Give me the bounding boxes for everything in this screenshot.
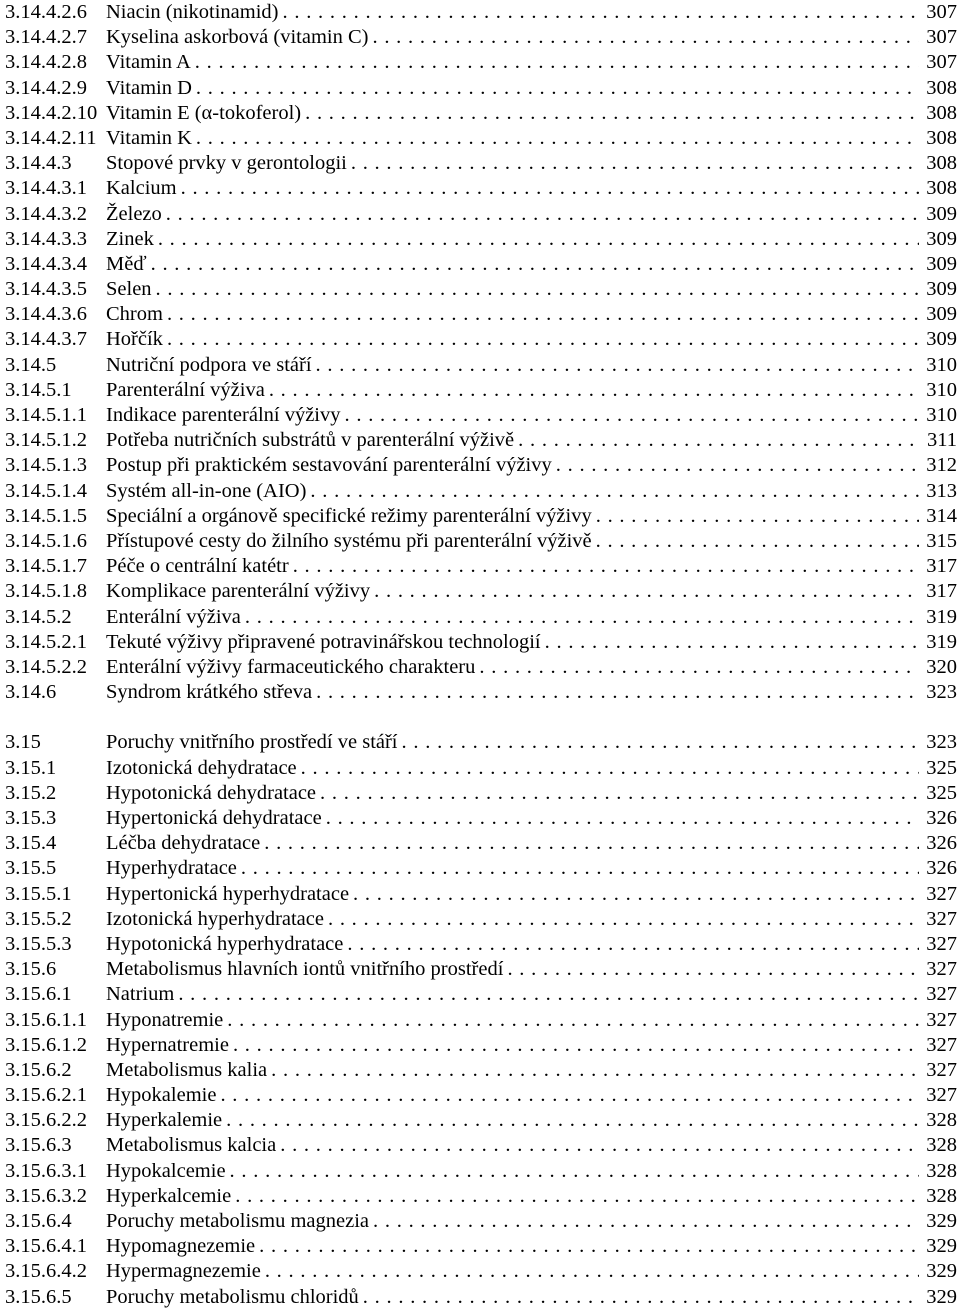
dot-leader xyxy=(196,76,919,101)
section-number: 3.14.5.1.3 xyxy=(5,454,87,477)
section-number: 3.14.4.2.11 xyxy=(5,126,97,149)
section-number: 3.15.5 xyxy=(5,857,57,880)
toc-entry[interactable] xyxy=(5,50,957,75)
section-number: 3.14.5.1.7 xyxy=(5,555,87,578)
section-number: 3.14.5.1.6 xyxy=(5,529,87,552)
section-number: 3.14.6 xyxy=(5,681,57,704)
toc-entry[interactable] xyxy=(5,806,957,831)
page-number: 315 xyxy=(926,529,957,552)
page-number: 325 xyxy=(926,756,957,779)
page-number: 327 xyxy=(926,958,957,981)
dot-leader xyxy=(181,176,919,201)
toc-entry[interactable] xyxy=(5,1058,957,1083)
dot-leader xyxy=(227,1008,919,1033)
section-title: Syndrom krátkého střeva xyxy=(106,681,313,704)
section-title: Metabolismus hlavních iontů vnitřního prostředí xyxy=(106,958,504,981)
toc-entry[interactable] xyxy=(5,202,957,227)
page-number: 308 xyxy=(926,126,957,149)
toc-entry[interactable] xyxy=(5,856,957,881)
dot-leader xyxy=(264,831,919,856)
toc-entry[interactable] xyxy=(5,76,957,101)
section-title: Hypernatremie xyxy=(106,1033,229,1056)
toc-entry[interactable] xyxy=(5,655,957,680)
page-number: 325 xyxy=(926,781,957,804)
section-title: Hypertonická dehydratace xyxy=(106,807,322,829)
dot-leader xyxy=(195,50,919,75)
page-number: 309 xyxy=(926,303,957,326)
section-title: Metabolismus kalia xyxy=(106,1058,268,1081)
section-number: 3.14.4.3 xyxy=(5,152,72,175)
section-number: 3.14.4.2.10 xyxy=(5,101,98,124)
section-number: 3.15.3 xyxy=(5,807,57,829)
toc-entry[interactable] xyxy=(5,831,957,856)
page-number: 310 xyxy=(926,378,957,401)
toc-entry[interactable] xyxy=(5,529,957,554)
section-number: 3.15.6.4.2 xyxy=(5,1260,87,1283)
page-number: 329 xyxy=(926,1285,957,1308)
section-gap xyxy=(5,705,957,730)
section-number: 3.15 xyxy=(5,731,41,754)
section-number: 3.15.4 xyxy=(5,832,57,855)
page-number: 329 xyxy=(926,1260,957,1283)
section-title: Kyselina askorbová (vitamin C) xyxy=(106,26,369,49)
toc-entry[interactable] xyxy=(5,277,957,302)
toc-entry[interactable] xyxy=(5,126,957,151)
dot-leader xyxy=(233,1033,919,1058)
dot-leader xyxy=(596,504,919,529)
section-number: 3.14.5.2.2 xyxy=(5,655,87,678)
dot-leader xyxy=(271,1058,919,1083)
page-number: 309 xyxy=(926,328,957,351)
section-number: 3.15.6.1 xyxy=(5,983,72,1006)
dot-leader xyxy=(178,982,919,1007)
dot-leader xyxy=(507,957,919,982)
page-number: 323 xyxy=(926,681,957,704)
section-title: Hyponatremie xyxy=(106,1008,224,1031)
section-title: Postup při praktickém sestavování parenterální výživy xyxy=(106,454,552,477)
section-number: 3.15.6.3 xyxy=(5,1134,72,1157)
section-number: 3.15.6.3.1 xyxy=(5,1159,87,1182)
section-number: 3.15.6.1.2 xyxy=(5,1033,87,1056)
dot-leader xyxy=(156,277,919,302)
page-number: 317 xyxy=(926,555,957,578)
toc-entry[interactable] xyxy=(5,1209,957,1234)
toc-entry[interactable] xyxy=(5,882,957,907)
section-title: Stopové prvky v gerontologii xyxy=(106,152,347,175)
section-title: Selen xyxy=(106,278,152,301)
section-title: Natrium xyxy=(106,983,175,1006)
dot-leader xyxy=(235,1184,919,1209)
section-title: Potřeba nutričních substrátů v parenterální výživě xyxy=(106,429,515,452)
toc-entry[interactable] xyxy=(5,252,957,277)
toc-entry[interactable] xyxy=(5,327,957,352)
section-title: Tekuté výživy připravené potravinářskou technologií xyxy=(106,630,541,653)
toc-entry[interactable] xyxy=(5,730,957,755)
section-number: 3.15.6.3.2 xyxy=(5,1184,87,1207)
section-title: Léčba dehydratace xyxy=(106,832,261,855)
section-title: Metabolismus kalcia xyxy=(106,1134,277,1157)
toc-entry[interactable] xyxy=(5,302,957,327)
page-number: 326 xyxy=(926,832,957,855)
dot-leader xyxy=(345,403,920,428)
section-title: Parenterální výživa xyxy=(106,378,265,401)
section-title: Systém all-in-one (AIO) xyxy=(106,479,307,502)
page-number: 309 xyxy=(926,227,957,250)
section-number: 3.14.5.1 xyxy=(5,378,72,401)
section-title: Hyperhydratace xyxy=(106,857,237,880)
dot-leader xyxy=(316,680,919,705)
section-title: Zinek xyxy=(106,227,154,250)
dot-leader xyxy=(320,781,919,806)
toc-entry[interactable] xyxy=(5,353,957,378)
page-number: 323 xyxy=(926,731,957,754)
toc-entry[interactable] xyxy=(5,1033,957,1058)
section-number: 3.15.5.1 xyxy=(5,882,72,905)
section-title: Izotonická hyperhydratace xyxy=(106,907,324,930)
page-number: 309 xyxy=(926,202,957,225)
section-title: Nutriční podpora ve stáří xyxy=(106,353,312,376)
section-number: 3.14.4.3.3 xyxy=(5,227,87,250)
section-number: 3.14.4.2.7 xyxy=(5,26,87,49)
dot-leader xyxy=(363,1285,919,1310)
toc-entry[interactable] xyxy=(5,605,957,630)
toc-entry[interactable] xyxy=(5,25,957,50)
section-title: Enterální výživy farmaceutického charakteru xyxy=(106,655,476,678)
dot-leader xyxy=(158,227,919,252)
section-number: 3.14.4.3.5 xyxy=(5,278,87,301)
section-number: 3.15.1 xyxy=(5,756,57,779)
section-title: Enterální výživa xyxy=(106,605,241,628)
dot-leader xyxy=(230,1159,919,1184)
toc-entry[interactable] xyxy=(5,554,957,579)
page-number: 310 xyxy=(926,404,957,426)
section-title: Poruchy vnitřního prostředí ve stáří xyxy=(106,731,398,754)
toc-entry[interactable] xyxy=(5,1184,957,1209)
dot-leader xyxy=(545,630,919,655)
dot-leader xyxy=(151,252,919,277)
dot-leader xyxy=(479,655,919,680)
dot-leader xyxy=(166,202,919,227)
dot-leader xyxy=(226,1108,919,1133)
toc-entry[interactable] xyxy=(5,1234,957,1259)
section-number: 3.14.4.3.7 xyxy=(5,328,87,351)
toc-entry[interactable] xyxy=(5,453,957,478)
section-title: Vitamin A xyxy=(106,51,191,74)
dot-leader xyxy=(167,302,919,327)
section-title: Vitamin E (α-tokoferol) xyxy=(106,101,302,124)
dot-leader xyxy=(241,856,919,881)
page-number: 326 xyxy=(926,807,957,829)
section-title: Přístupové cesty do žilního systému při parenterální výživě xyxy=(106,529,592,552)
section-title: Hypokalcemie xyxy=(106,1159,226,1182)
page-number: 328 xyxy=(926,1134,957,1157)
section-number: 3.14.4.2.9 xyxy=(5,76,87,99)
section-number: 3.14.5.1.8 xyxy=(5,580,87,603)
dot-leader xyxy=(372,25,919,50)
section-title: Měď xyxy=(106,252,147,275)
page-number: 309 xyxy=(926,278,957,301)
section-number: 3.14.4.3.6 xyxy=(5,303,87,326)
dot-leader xyxy=(596,529,919,554)
toc-entry[interactable] xyxy=(5,1008,957,1033)
section-number: 3.15.6.2.1 xyxy=(5,1084,87,1107)
page-number: 329 xyxy=(926,1235,957,1258)
toc-entry[interactable] xyxy=(5,479,957,504)
dot-leader xyxy=(259,1234,919,1259)
dot-leader xyxy=(265,1259,919,1284)
section-title: Speciální a orgánově specifické režimy parenterální výživy xyxy=(106,504,592,527)
page-number: 327 xyxy=(926,882,957,905)
page-number: 327 xyxy=(926,1008,957,1031)
page-number: 327 xyxy=(926,983,957,1006)
section-number: 3.14.4.2.6 xyxy=(5,1,87,23)
page-number: 314 xyxy=(926,504,957,527)
dot-leader xyxy=(353,882,919,907)
section-number: 3.14.5.2.1 xyxy=(5,630,87,653)
page-number: 308 xyxy=(926,152,957,175)
section-title: Hypertonická hyperhydratace xyxy=(106,882,350,905)
dot-leader xyxy=(518,428,919,453)
dot-leader xyxy=(167,327,919,352)
page-number: 319 xyxy=(926,630,957,653)
toc-entry[interactable] xyxy=(5,403,957,428)
section-number: 3.15.6.1.1 xyxy=(5,1008,87,1031)
page-number: 311 xyxy=(927,429,957,452)
page-number: 308 xyxy=(926,177,957,200)
dot-leader xyxy=(269,378,919,403)
table-of-contents xyxy=(5,0,957,1310)
toc-entry[interactable] xyxy=(5,151,957,176)
section-title: Indikace parenterální výživy xyxy=(106,404,341,426)
page-number: 320 xyxy=(926,655,957,678)
dot-leader xyxy=(293,554,919,579)
section-number: 3.14.5.1.2 xyxy=(5,429,87,452)
page-number: 328 xyxy=(926,1109,957,1132)
page-number: 329 xyxy=(926,1210,957,1232)
toc-entry[interactable] xyxy=(5,579,957,604)
section-number: 3.14.5.1.4 xyxy=(5,479,87,502)
section-number: 3.15.6.4 xyxy=(5,1210,72,1232)
toc-entry[interactable] xyxy=(5,1108,957,1133)
section-number: 3.14.4.3.4 xyxy=(5,252,87,275)
section-title: Vitamin K xyxy=(106,126,192,149)
section-number: 3.15.5.3 xyxy=(5,932,72,955)
page-number: 307 xyxy=(926,51,957,74)
dot-leader xyxy=(220,1083,919,1108)
section-title: Hypomagnezemie xyxy=(106,1235,256,1258)
section-title: Izotonická dehydratace xyxy=(106,756,297,779)
page-number: 327 xyxy=(926,1084,957,1107)
page-number: 317 xyxy=(926,580,957,603)
page-number: 327 xyxy=(926,1033,957,1056)
toc-entry[interactable] xyxy=(5,1133,957,1158)
page-number: 308 xyxy=(926,101,957,124)
page-number: 307 xyxy=(926,26,957,49)
section-number: 3.15.6 xyxy=(5,958,57,981)
section-title: Poruchy metabolismu magnezia xyxy=(106,1210,370,1232)
toc-entry[interactable] xyxy=(5,630,957,655)
section-number: 3.15.6.5 xyxy=(5,1285,72,1308)
toc-entry[interactable] xyxy=(5,957,957,982)
section-title: Hořčík xyxy=(106,328,163,351)
toc-entry[interactable] xyxy=(5,1159,957,1184)
section-number: 3.14.4.3.1 xyxy=(5,177,87,200)
toc-entry[interactable] xyxy=(5,1259,957,1284)
section-title: Hyperkalemie xyxy=(106,1109,223,1132)
page-number: 327 xyxy=(926,907,957,930)
section-title: Hypermagnezemie xyxy=(106,1260,261,1283)
section-number: 3.15.6.2.2 xyxy=(5,1109,87,1132)
page-number: 312 xyxy=(926,454,957,477)
section-title: Vitamin D xyxy=(106,76,192,99)
dot-leader xyxy=(301,756,919,781)
toc-entry[interactable] xyxy=(5,101,957,126)
dot-leader xyxy=(374,579,919,604)
dot-leader xyxy=(402,730,919,755)
toc-entry[interactable] xyxy=(5,932,957,957)
page-number: 327 xyxy=(926,1058,957,1081)
toc-entry[interactable] xyxy=(5,982,957,1007)
section-title: Chrom xyxy=(106,303,163,326)
section-title: Niacin (nikotinamid) xyxy=(106,1,279,23)
section-title: Železo xyxy=(106,202,162,225)
toc-entry[interactable] xyxy=(5,680,957,705)
dot-leader xyxy=(316,353,919,378)
section-title: Kalcium xyxy=(106,177,177,200)
section-title: Hyperkalcemie xyxy=(106,1184,232,1207)
section-number: 3.14.5.2 xyxy=(5,605,72,628)
page-number: 328 xyxy=(926,1184,957,1207)
section-number: 3.14.4.3.2 xyxy=(5,202,87,225)
dot-leader xyxy=(328,907,919,932)
section-title: Péče o centrální katétr xyxy=(106,555,289,578)
page-number: 328 xyxy=(926,1159,957,1182)
page-number: 307 xyxy=(926,1,957,23)
page-number: 327 xyxy=(926,932,957,955)
section-number: 3.15.6.2 xyxy=(5,1058,72,1081)
toc-entry[interactable] xyxy=(5,1083,957,1108)
toc-entry[interactable] xyxy=(5,781,957,806)
toc-entry[interactable] xyxy=(5,0,957,25)
dot-leader xyxy=(347,932,919,957)
page-number: 308 xyxy=(926,76,957,99)
page-number: 326 xyxy=(926,857,957,880)
dot-leader xyxy=(305,101,919,126)
section-title: Hypokalemie xyxy=(106,1084,217,1107)
toc-entry[interactable] xyxy=(5,504,957,529)
dot-leader xyxy=(196,126,919,151)
section-title: Hypotonická hyperhydratace xyxy=(106,932,344,955)
toc-entry[interactable] xyxy=(5,1285,957,1310)
section-number: 3.15.2 xyxy=(5,781,57,804)
section-number: 3.15.5.2 xyxy=(5,907,72,930)
section-number: 3.14.5.1.1 xyxy=(5,404,87,426)
page-number: 309 xyxy=(926,252,957,275)
dot-leader xyxy=(351,151,919,176)
page-number: 313 xyxy=(926,479,957,502)
dot-leader xyxy=(556,453,919,478)
section-number: 3.15.6.4.1 xyxy=(5,1235,87,1258)
toc-entry[interactable] xyxy=(5,907,957,932)
toc-entry[interactable] xyxy=(5,756,957,781)
dot-leader xyxy=(326,806,919,831)
dot-leader xyxy=(310,479,919,504)
section-number: 3.14.5 xyxy=(5,353,57,376)
section-title: Hypotonická dehydratace xyxy=(106,781,317,804)
section-title: Poruchy metabolismu chloridů xyxy=(106,1285,359,1308)
section-number: 3.14.5.1.5 xyxy=(5,504,87,527)
toc-entry[interactable] xyxy=(5,428,957,453)
page-number: 310 xyxy=(926,353,957,376)
dot-leader xyxy=(245,605,919,630)
toc-entry[interactable] xyxy=(5,378,957,403)
page-number: 319 xyxy=(926,605,957,628)
section-number: 3.14.4.2.8 xyxy=(5,51,87,74)
section-title: Komplikace parenterální výživy xyxy=(106,580,371,603)
dot-leader xyxy=(280,1133,919,1158)
toc-entry[interactable] xyxy=(5,227,957,252)
dot-leader xyxy=(373,1209,919,1234)
toc-entry[interactable] xyxy=(5,176,957,201)
dot-leader xyxy=(283,0,920,25)
